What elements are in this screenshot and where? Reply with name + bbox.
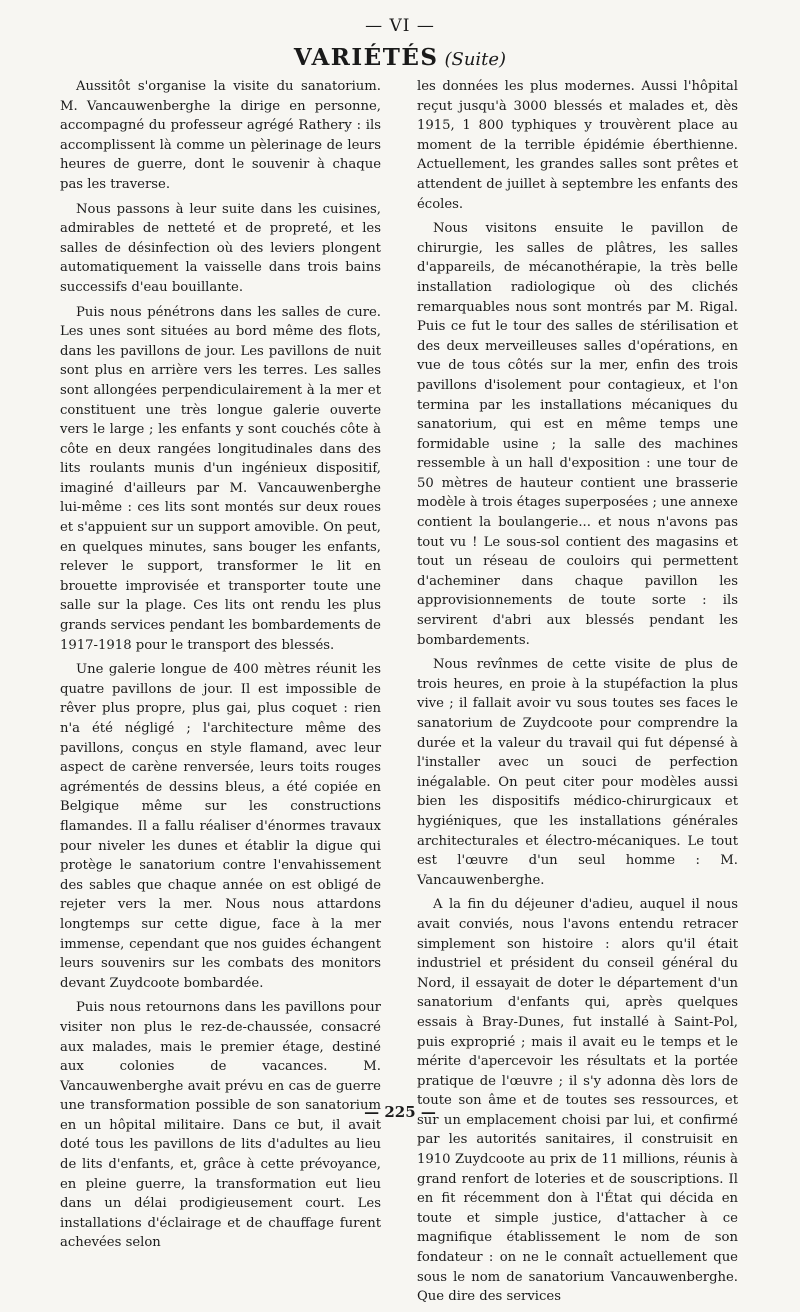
- paragraph: Nous visitons ensuite le pavillon de chirurgie, les salles de plâtres, les salles d'appareils, de mécanothérapie, la très belle installation radiologique où des clichés remarquables nous sont montrés par M. Rigal. Puis ce fut le tour des salles de stérilisation et des deux merveilleuses salles d'opérations, en vue de tous côtés sur la mer, enfin des trois pavillons d'isolement pour contagieux, et l'on termina par les installations mécaniques du sanatorium, qui est en même temps une formidable usine ; la salle des machines ressemble à un hall d'exposition : une tour de 50 mètres de hauteur contient une brasserie modèle à trois étages superposées ; une annexe contient la boulangerie... et nous n'avons pas tout vu ! Le sous-sol contient des magasins et tout un réseau de couloirs qui permettent d'acheminer dans chaque pavillon les approvisionnements de toute sorte : ils servirent d'abri aux blessés pendant les bombardements.: [417, 221, 738, 648]
- paragraph: Nous revînmes de cette visite de plus de trois heures, en proie à la stupéfaction la plus vive ; il fallait avoir vu sous toutes ses faces le sanatorium de Zuydcoote pour comprendre la durée et la valeur du travail qui fut dépensé à l'installer avec un souci de perfection inégalable. On peut citer pour modèles aussi bien les dispositifs médico-chirurgicaux et hygiéniques, que les installations générales architecturales et électro-mécaniques. Le tout est l'œuvre d'un seul homme : M. Vancauwenberghe.: [417, 657, 738, 888]
- right-column: [417, 77, 738, 1312]
- paragraph: Une galerie longue de 400 mètres réunit les quatre pavillons de jour. Il est impossible de rêver plus propre, plus gai, plus coquet : rien n'a été négligé ; l'architecture même des pavillons, conçus en style flamand, avec leur aspect de carène renversée, leurs toits rouges agrémentés de dessins bleus, a été copiée en Belgique même sur les constructions flamandes. Il a fallu réaliser d'énormes travaux pour niveler les dunes et établir la digue qui protège le sanatorium contre l'envahissement des sables que chaque année on est obligé de rejeter vers la mer. Nous nous attardons longtemps sur cette digue, face à la mer immense, cependant que nos guides échangent leurs souvenirs sur les combats des monitors devant Zuydcoote bombardée.: [60, 662, 381, 991]
- section-title: [0, 44, 800, 71]
- title-suffix: (Suite): [444, 49, 507, 70]
- paragraph: Aussitôt s'organise la visite du sanatorium. M. Vancauwenberghe la dirige en personne, accompagné du professeur agrégé Rathery : ils accomplissent là comme un pèlerinage de leurs heures de guerre, dont le souvenir à chaque pas les traverse.: [60, 79, 381, 192]
- page-number: — 225 —: [364, 1103, 436, 1121]
- paragraph: Nous passons à leur suite dans les cuisines, admirables de netteté et de propreté, et les salles de désinfection où des leviers plongent automatiquement la vaisselle dans trois bains successifs d'eau bouillante.: [60, 201, 381, 295]
- title-text: VARIÉTÉS: [293, 44, 439, 71]
- paragraph: A la fin du déjeuner d'adieu, auquel il nous avait conviés, nous l'avons entendu retracer simplement son histoire : alors qu'il était industriel et président du conseil général du Nord, il essayait de doter le département d'un sanatorium d'enfants qui, après quelques essais à Bray-Dunes, fut installé à Saint-Pol, puis exproprié ; mais il avait eu le temps et le mérite d'apercevoir les résultats et la portée pratique de l'œuvre ; il s'y adonna dès lors de toute son âme et de toutes ses ressources, et sur un emplacement choisi par lui, et confirmé par les autorités sanitaires, il construisit en 1910 Zuydcoote au prix de 11 millions, réunis à grand renfort de loteries et de souscriptions. Il en fit récemment don à l'État qui décida en toute et simple justice, d'attacher à ce magnifique établissement le nom de son fondateur : on ne le connaît actuellement que sous le nom de sanatorium Vancauwenberghe. Que dire des services: [417, 897, 738, 1305]
- paragraph-continued: les données les plus modernes. Aussi l'hôpital reçut jusqu'à 3000 blessés et malades et, dès 1915, 1 800 typhiques y trouvèrent place au moment de la terrible épidémie éberthienne. Actuellement, les grandes salles sont prêtes et attendent de juillet à septembre les enfants des écoles.: [417, 79, 738, 212]
- left-column: [60, 77, 381, 1258]
- paragraph: Puis nous pénétrons dans les salles de cure. Les unes sont situées au bord même des flots, dans les pavillons de jour. Les pavillons de nuit sont plus en arrière vers les terres. Les salles sont allongées perpendiculairement à la mer et constituent une très longue galerie ouverte vers le large ; les enfants y sont couchés côte à côte en deux rangées longitudinales dans des lits roulants munis d'un ingénieux dispositif, imaginé d'ailleurs par M. Vancauwenberghe lui-même : ces lits sont montés sur deux roues et s'appuient sur un support amovible. On peut, en quelques minutes, sans bouger les enfants, relever le support, transformer le lit en brouette improvisée et transporter toute une salle sur la plage. Ces lits ont rendu les plus grands services pendant les bombardements de 1917-1918 pour le transport des blessés.: [60, 304, 381, 653]
- paragraph: Puis nous retournons dans les pavillons pour visiter non plus le rez-de-chaussée, consacré aux malades, mais le premier étage, destiné aux colonies de vacances. M. Vancauwenberghe avait prévu en cas de guerre une transformation possible de son sanatorium en un hôpital militaire. Dans ce but, il avait doté tous les pavillons de lits d'adultes au lieu de lits d'enfants, et, grâce à cette prévoyance, en pleine guerre, la transformation eut lieu dans un délai prodigieusement court. Les installations d'éclairage et de chauffage furent achevées selon: [60, 1000, 381, 1251]
- page-roman-numeral: — VI —: [365, 16, 435, 36]
